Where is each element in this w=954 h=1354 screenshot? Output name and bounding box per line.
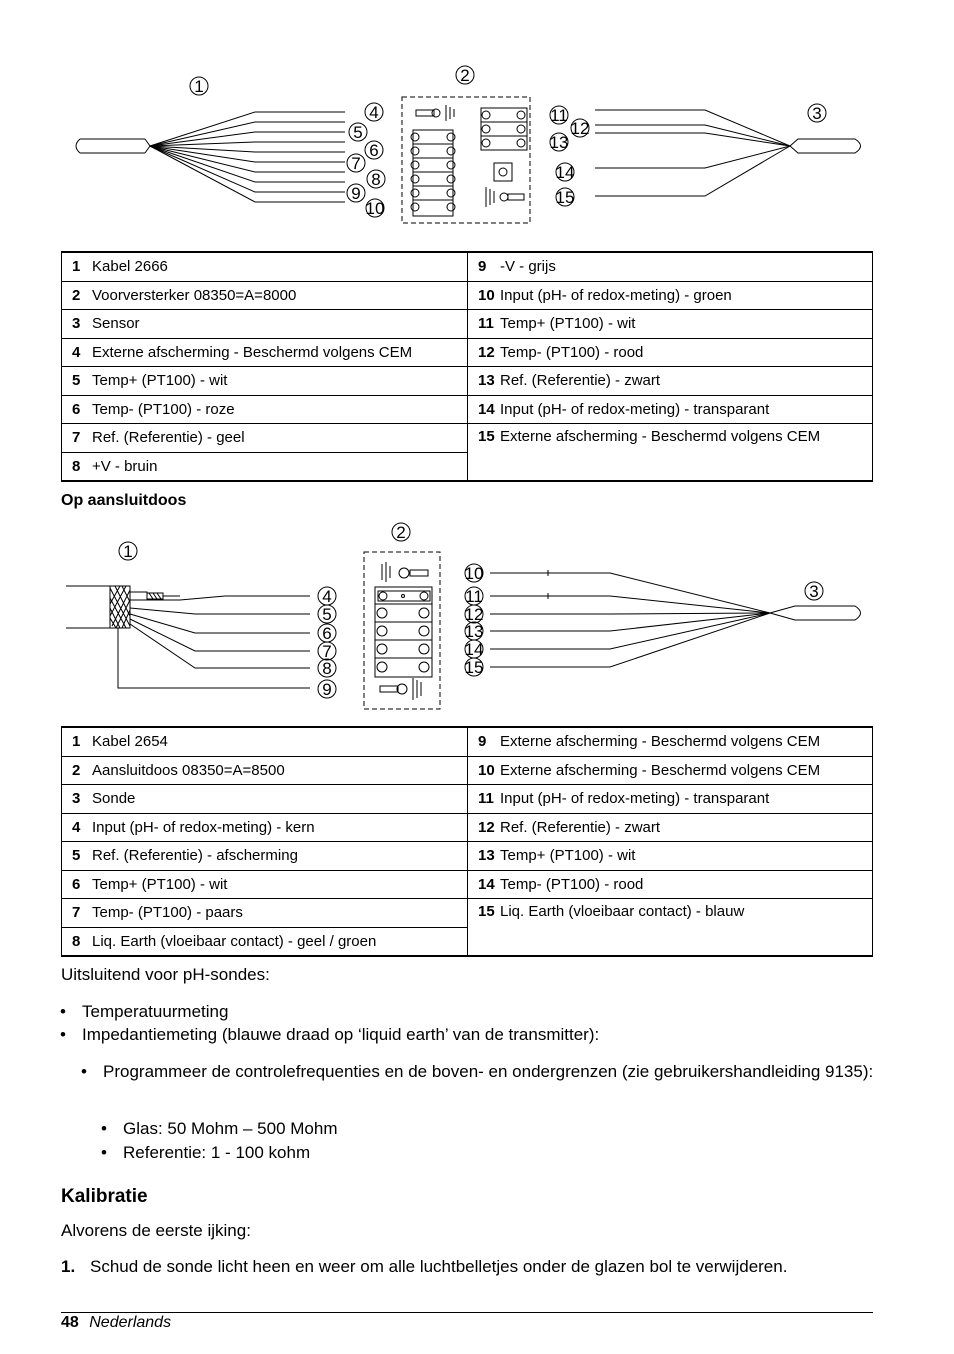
legend-text: Kabel 2666: [92, 252, 468, 281]
footer: [61, 1314, 171, 1332]
svg-text:15: 15: [464, 658, 484, 677]
legend-text: Temp+ (PT100) - wit: [500, 310, 873, 339]
legend-number: 12: [468, 813, 501, 842]
svg-text:5: 5: [353, 123, 363, 142]
legend-number: 15: [468, 899, 501, 957]
callout-9: [318, 680, 336, 699]
svg-text:13: 13: [464, 622, 484, 641]
legend-number: 12: [468, 338, 501, 367]
legend-text: Input (pH- of redox-meting) - groen: [500, 281, 873, 310]
legend-number: 7: [62, 424, 93, 453]
ph-probe-intro: Uitsluitend voor pH-sondes:: [61, 965, 270, 984]
legend-number: 13: [468, 842, 501, 871]
svg-text:7: 7: [351, 154, 361, 173]
bullet-marker: •: [60, 1002, 66, 1021]
callout-4: [318, 587, 336, 606]
callout-11: [465, 587, 483, 606]
callout-3: [805, 582, 823, 601]
bullet-text: Impedantiemeting (blauwe draad op ‘liquid earth’ van de transmitter):: [82, 1025, 600, 1044]
callout-13: [550, 133, 569, 152]
bullet-program-frequencies: [81, 1062, 875, 1082]
svg-text:12: 12: [570, 119, 590, 138]
bullet-marker: •: [101, 1143, 107, 1162]
bullet-temperature: [60, 1002, 229, 1022]
bullet-marker: •: [60, 1025, 66, 1044]
legend-row: [62, 727, 873, 756]
wiring-diagram-junction-box: [0, 518, 954, 718]
legend-row: [62, 424, 873, 453]
svg-text:12: 12: [464, 605, 484, 624]
legend-row: [62, 785, 873, 814]
legend-number: 14: [468, 395, 501, 424]
svg-text:3: 3: [809, 582, 819, 601]
legend-number: 15: [468, 424, 501, 482]
legend-number: 14: [468, 870, 501, 899]
legend-row: [62, 842, 873, 871]
legend-number: 6: [62, 395, 93, 424]
svg-text:7: 7: [322, 642, 332, 661]
legend-table-2: [61, 726, 873, 957]
svg-text:4: 4: [369, 103, 379, 122]
legend-text: Input (pH- of redox-meting) - transparant: [500, 785, 873, 814]
svg-text:9: 9: [322, 680, 332, 699]
svg-text:2: 2: [396, 523, 406, 542]
callout-11: [550, 106, 568, 125]
legend-number: 2: [62, 281, 93, 310]
svg-text:1: 1: [194, 77, 204, 96]
callout-3: [808, 104, 826, 123]
svg-text:8: 8: [371, 170, 381, 189]
callout-5: [318, 605, 336, 624]
legend-number: 8: [62, 927, 93, 956]
step-text: Schud de sonde licht heen en weer om alle luchtbelletjes onder de glazen bol te verwijderen.: [90, 1257, 788, 1276]
svg-text:15: 15: [555, 188, 575, 207]
legend-text: Aansluitdoos 08350=A=8500: [92, 756, 468, 785]
legend-row: [62, 338, 873, 367]
callout-8: [367, 170, 385, 189]
svg-text:6: 6: [369, 141, 379, 160]
bullet-marker: •: [101, 1119, 107, 1138]
legend-number: 11: [468, 310, 501, 339]
legend-number: 1: [62, 252, 93, 281]
callout-10: [465, 564, 484, 583]
legend-text: Temp- (PT100) - rood: [500, 870, 873, 899]
bullet-reference: [101, 1143, 311, 1163]
callout-15: [465, 658, 484, 677]
bullet-impedance: [60, 1025, 600, 1045]
bullet-text: Programmeer de controlefrequenties en de boven- en ondergrenzen (zie gebruikershandleiding 9135):: [103, 1062, 874, 1081]
svg-text:10: 10: [365, 199, 385, 218]
legend-number: 13: [468, 367, 501, 396]
bullet-text: Glas: 50 Mohm – 500 Mohm: [123, 1119, 338, 1138]
callout-6: [365, 141, 383, 160]
svg-text:14: 14: [555, 163, 575, 182]
legend-text: Temp- (PT100) - roze: [92, 395, 468, 424]
legend-text: Ref. (Referentie) - zwart: [500, 813, 873, 842]
callout-2: [392, 523, 410, 542]
footer-rule: [61, 1312, 873, 1313]
legend-text: +V - bruin: [92, 452, 468, 481]
subheading-junction-box: Op aansluitdoos: [61, 492, 187, 509]
legend-row: [62, 756, 873, 785]
legend-number: 4: [62, 338, 93, 367]
legend-number: 4: [62, 813, 93, 842]
legend-text: Temp- (PT100) - rood: [500, 338, 873, 367]
legend-row: [62, 252, 873, 281]
svg-text:4: 4: [322, 587, 332, 606]
legend-row: [62, 870, 873, 899]
svg-text:2: 2: [460, 66, 470, 85]
bullet-marker: •: [81, 1062, 87, 1081]
legend-text: Externe afscherming - Beschermd volgens CEM: [500, 424, 873, 482]
callout-9: [347, 184, 365, 203]
legend-text: Temp+ (PT100) - wit: [500, 842, 873, 871]
legend-text: Input (pH- of redox-meting) - kern: [92, 813, 468, 842]
wiring-diagram-preamplifier: [0, 55, 954, 235]
callout-2: [456, 66, 474, 85]
svg-text:5: 5: [322, 605, 332, 624]
svg-text:6: 6: [322, 624, 332, 643]
callout-10: [366, 199, 385, 218]
svg-text:3: 3: [812, 104, 822, 123]
legend-row: [62, 367, 873, 396]
legend-text: Externe afscherming - Beschermd volgens CEM: [500, 727, 873, 756]
callout-12: [571, 119, 590, 138]
legend-text: Kabel 2654: [92, 727, 468, 756]
step-number: 1.: [61, 1257, 76, 1276]
svg-text:14: 14: [464, 640, 484, 659]
svg-text:9: 9: [351, 184, 361, 203]
legend-text: Temp- (PT100) - paars: [92, 899, 468, 928]
svg-text:11: 11: [465, 587, 483, 606]
callout-7: [347, 154, 365, 173]
callout-6: [318, 624, 336, 643]
legend-table-1: [61, 251, 873, 482]
callout-5: [349, 123, 367, 142]
bullet-text: Temperatuurmeting: [82, 1002, 229, 1021]
legend-text: Sensor: [92, 310, 468, 339]
legend-text: Ref. (Referentie) - zwart: [500, 367, 873, 396]
callout-1: [190, 77, 208, 96]
footer-language: Nederlands: [89, 1314, 172, 1331]
legend-number: 10: [468, 281, 501, 310]
legend-number: 1: [62, 727, 93, 756]
section-title-calibration: Kalibratie: [61, 1186, 148, 1207]
legend-row: [62, 395, 873, 424]
legend-number: 5: [62, 367, 93, 396]
legend-text: Temp+ (PT100) - wit: [92, 367, 468, 396]
legend-text: Ref. (Referentie) - afscherming: [92, 842, 468, 871]
callout-14: [465, 640, 484, 659]
legend-text: Ref. (Referentie) - geel: [92, 424, 468, 453]
legend-text: Temp+ (PT100) - wit: [92, 870, 468, 899]
legend-number: 2: [62, 756, 93, 785]
callout-15: [556, 188, 575, 207]
svg-text:1: 1: [123, 542, 133, 561]
legend-text: Sonde: [92, 785, 468, 814]
legend-text: Liq. Earth (vloeibaar contact) - blauw: [500, 899, 873, 957]
svg-text:8: 8: [322, 659, 332, 678]
bullet-glass: [101, 1119, 338, 1139]
legend-number: 7: [62, 899, 93, 928]
legend-number: 9: [468, 252, 501, 281]
calibration-intro: Alvorens de eerste ijking:: [61, 1221, 251, 1240]
legend-number: 6: [62, 870, 93, 899]
legend-row: [62, 813, 873, 842]
callout-13: [465, 622, 484, 641]
callout-1: [119, 542, 137, 561]
legend-number: 10: [468, 756, 501, 785]
legend-number: 9: [468, 727, 501, 756]
legend-text: Input (pH- of redox-meting) - transparant: [500, 395, 873, 424]
legend-number: 3: [62, 785, 93, 814]
legend-number: 11: [468, 785, 501, 814]
svg-text:11: 11: [550, 106, 568, 125]
svg-text:10: 10: [464, 564, 484, 583]
step-1: [61, 1257, 873, 1277]
legend-row: [62, 899, 873, 928]
legend-row: [62, 310, 873, 339]
page-number: 48: [61, 1314, 79, 1331]
legend-text: Externe afscherming - Beschermd volgens CEM: [500, 756, 873, 785]
legend-text: -V - grijs: [500, 252, 873, 281]
legend-number: 5: [62, 842, 93, 871]
callout-4: [365, 103, 383, 122]
legend-number: 8: [62, 452, 93, 481]
legend-text: Voorversterker 08350=A=8000: [92, 281, 468, 310]
svg-text:13: 13: [549, 133, 569, 152]
legend-text: Externe afscherming - Beschermd volgens CEM: [92, 338, 468, 367]
callout-14: [556, 163, 575, 182]
legend-text: Liq. Earth (vloeibaar contact) - geel / groen: [92, 927, 468, 956]
callout-8: [318, 659, 336, 678]
bullet-text: Referentie: 1 - 100 kohm: [123, 1143, 311, 1162]
legend-row: [62, 281, 873, 310]
legend-number: 3: [62, 310, 93, 339]
